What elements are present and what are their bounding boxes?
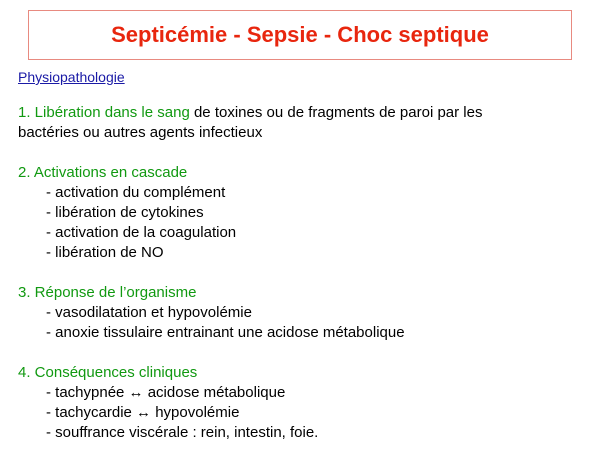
list-item: - vasodilatation et hypovolémie	[46, 304, 252, 321]
slide-title: Septicémie - Sepsie - Choc septique	[111, 22, 489, 47]
point-1-rest: de toxines ou de fragments de paroi par les	[189, 104, 483, 121]
point-4	[18, 363, 588, 443]
section-subtitle: Physiopathologie	[18, 69, 125, 85]
point-3-heading: 3. Réponse de l’organisme	[18, 284, 197, 301]
point-2-heading: 2. Activations en cascade	[18, 164, 188, 181]
point-4-heading: 4. Conséquences cliniques	[18, 364, 198, 381]
point-1-lead: 1. Libération dans le sang	[18, 104, 190, 121]
list-item: - tachypnée ↔ acidose métabolique	[46, 384, 286, 401]
point-1-line-1	[18, 103, 588, 123]
point-1	[18, 103, 588, 143]
list-item: - activation du complément	[46, 184, 226, 201]
list-item: - tachycardie ↔ hypovolémie	[46, 404, 240, 421]
point-2	[18, 163, 588, 263]
list-item: - libération de cytokines	[46, 204, 204, 221]
slide-content	[18, 67, 588, 443]
list-item: - activation de la coagulation	[46, 224, 237, 241]
point-3	[18, 283, 588, 343]
point-1-line-2: bactéries ou autres agents infectieux	[18, 124, 263, 141]
title-box	[28, 10, 572, 60]
list-item: - anoxie tissulaire entrainant une acidose métabolique	[46, 324, 405, 341]
list-item: - souffrance viscérale : rein, intestin, foie.	[46, 424, 319, 441]
list-item: - libération de NO	[46, 244, 164, 261]
